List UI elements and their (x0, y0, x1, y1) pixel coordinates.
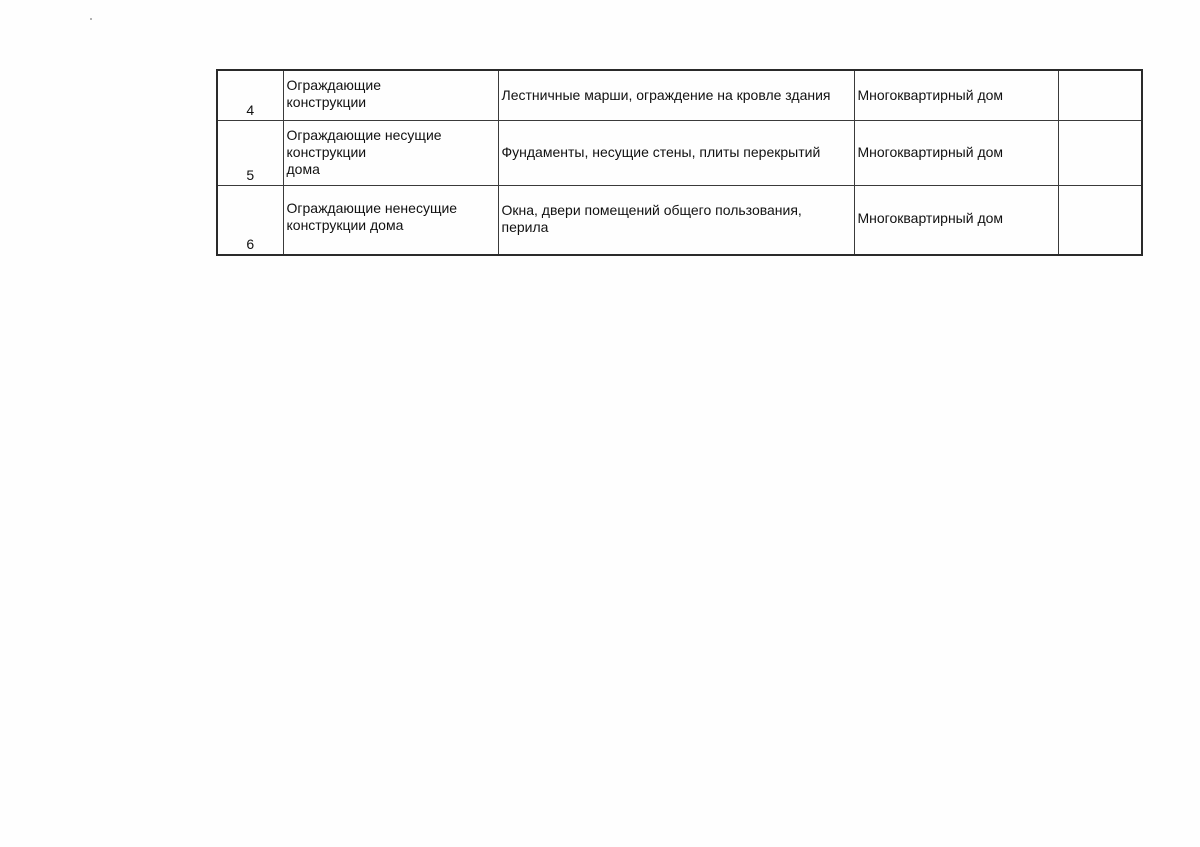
note-cell (1058, 120, 1142, 185)
structure-type-line: дома (286, 160, 320, 177)
note-cell (1058, 185, 1142, 255)
structure-type-cell (283, 70, 498, 120)
elements-line: Окна, двери помещений общего пользования, (501, 201, 802, 218)
elements-line: Лестничные марши, ограждение на кровле здания (501, 86, 831, 103)
structure-type-line: конструкции (286, 143, 367, 160)
table-row (217, 120, 1142, 185)
structure-type-line: Ограждающие несущие (286, 126, 442, 143)
elements-cell (498, 185, 854, 255)
object-cell: Многоквартирный дом (854, 120, 1058, 185)
object-cell: Многоквартирный дом (854, 185, 1058, 255)
structure-type-line: конструкции дома (286, 216, 404, 233)
row-number: 6 (217, 185, 283, 255)
elements-cell (498, 70, 854, 120)
structure-type-cell (283, 185, 498, 255)
elements-cell (498, 120, 854, 185)
elements-line: Фундаменты, несущие стены, плиты перекрытий (501, 144, 821, 160)
scan-dust-speck (90, 18, 92, 20)
table-row (217, 70, 1142, 120)
structure-type-line: Ограждающие ненесущие (286, 199, 458, 216)
row-number: 5 (217, 120, 283, 185)
structure-type-cell (283, 120, 498, 185)
object-cell: Многоквартирный дом (854, 70, 1058, 120)
note-cell (1058, 70, 1142, 120)
row-number: 4 (217, 70, 283, 120)
structures-table (216, 69, 1143, 256)
elements-line: перила (501, 218, 549, 235)
structure-type-line: Ограждающие (286, 77, 382, 93)
table-row (217, 185, 1142, 255)
structure-type-line: конструкции (286, 94, 367, 110)
